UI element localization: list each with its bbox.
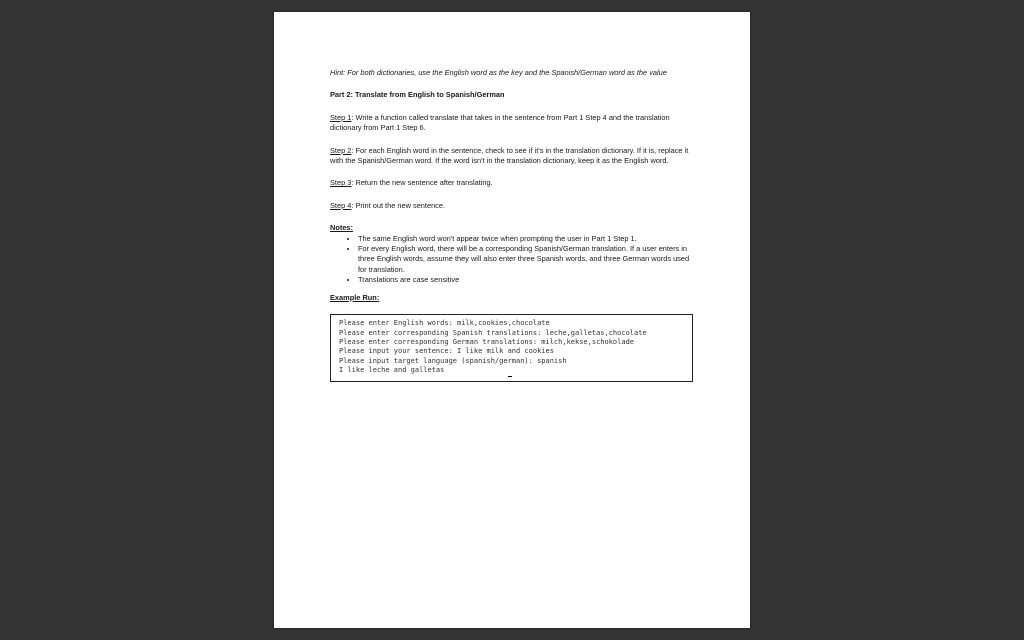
document-page [274,12,750,628]
note-item: • For every English word, there will be a corresponding Spanish/German translation. If a user enters in three English words, assume they will also enter three Spanish words, and three German words used for translation. [358,244,696,275]
step-1-label: Step 1 [330,112,352,122]
terminal-line: Please input target language (spanish/german): spanish [339,356,567,365]
hint-text: Hint: For both dictionaries, use the English word as the key and the Spanish/German word as the value [330,68,667,77]
step-1-text: : Write a function called translate that takes in the sentence from Part 1 Step 4 and the translation dictionary from Part 1 Step 6. [330,112,670,133]
step-3-text: : Return the new sentence after translating. [351,178,493,188]
page-content [330,68,696,382]
step-4-label: Step 4 [330,200,352,210]
note-item: • The same English word won't appear twice when prompting the user in Part 1 Step 1. [358,234,696,244]
step-3-label: Step 3 [330,178,352,188]
step-2 [330,146,696,167]
step-2-text: : For each English word in the sentence, check to see if it's in the translation dictionary. If it is, replace it with the Spanish/German word. If the word isn't in the translation dictionary, keep it as the English word. [330,145,689,166]
terminal-line: Please input your sentence: I like milk and cookies [339,347,554,356]
example-run-terminal [330,314,693,382]
step-1 [330,113,696,134]
terminal-cursor [508,376,512,377]
step-3 [330,178,696,188]
step-2-label: Step 2 [330,145,352,155]
part-heading: Part 2: Translate from English to Spanish/German [330,90,505,100]
notes-list [330,234,696,286]
example-run-title: Example Run: [330,292,380,302]
terminal-line: Please enter English words: milk,cookies,chocolate [339,319,550,328]
step-4 [330,201,696,211]
note-item: • Translations are case sensitive [358,275,696,285]
terminal-line: I like leche and galletas [339,366,445,375]
terminal-line: Please enter corresponding Spanish translations: leche,galletas,chocolate [339,328,647,337]
step-4-text: : Print out the new sentence. [351,200,446,210]
terminal-line: Please enter corresponding German translations: milch,kekse,schokolade [339,337,635,346]
notes-title: Notes: [330,223,353,233]
